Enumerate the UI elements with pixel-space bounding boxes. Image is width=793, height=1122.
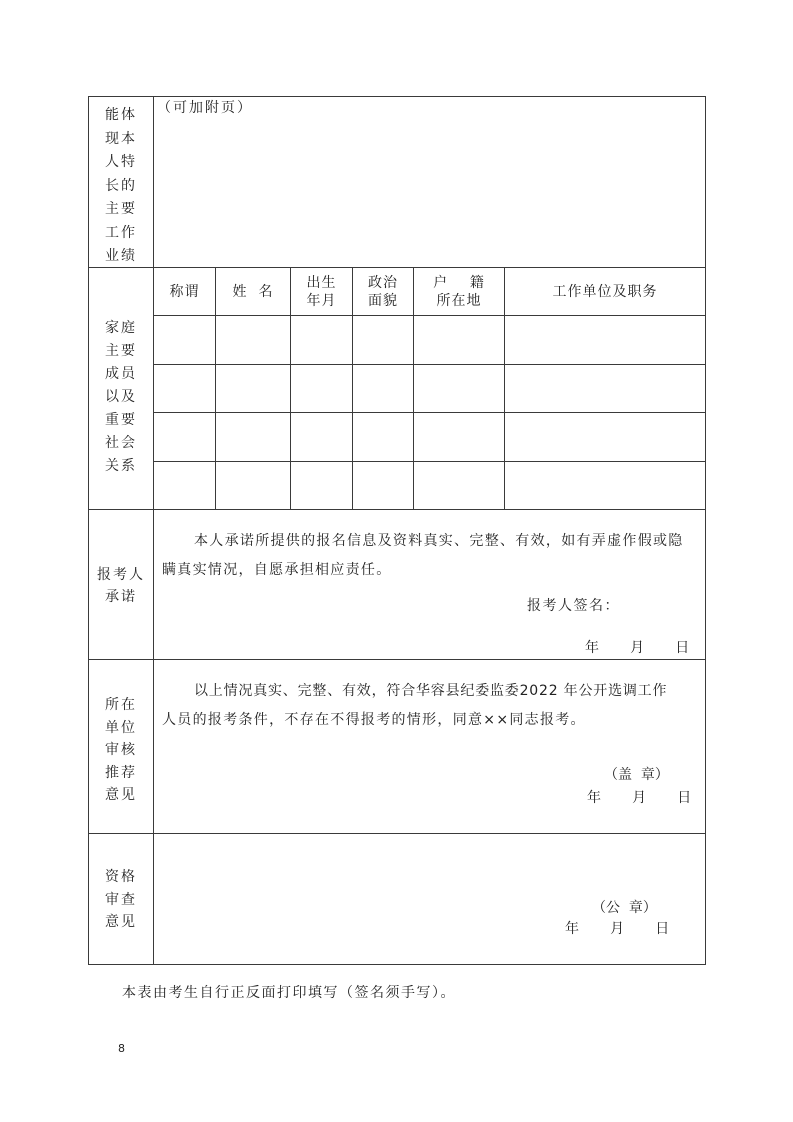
applicant-signature-label: 报考人签名：	[527, 598, 620, 614]
header-relation: 称谓	[169, 283, 200, 300]
family-member-row[interactable]	[154, 413, 705, 460]
achievements-input-area[interactable]	[154, 120, 705, 266]
unit-seal-label: （盖 章）	[604, 767, 669, 783]
promise-text: 本人承诺所提供的报名信息及资料真实、完整、有效，如有弄虚作假或隐 瞒真实情况，自愿承担相应责任。	[162, 533, 684, 578]
unit-review-date: 年 月 日	[587, 790, 692, 806]
promise-label: 报考人 承诺	[97, 567, 145, 605]
family-member-row[interactable]	[154, 316, 705, 363]
section-divider	[88, 659, 706, 660]
table-top-border	[88, 96, 706, 97]
promise-date: 年 月 日	[585, 640, 690, 656]
unit-review-label: 所在 单位 审核 推荐 意见	[105, 697, 137, 803]
qualification-label: 资格 审查 意见	[105, 869, 137, 930]
header-household-registration: 户 籍 所在地	[433, 274, 485, 309]
unit-review-text: 以上情况真实、完整、有效，符合华容县纪委监委2022 年公开选调工作 人员的报考条件，不存在不得报考的情形，同意××同志报考。	[162, 683, 668, 728]
family-member-row[interactable]	[154, 462, 705, 509]
table-right-border	[705, 96, 706, 965]
family-member-row[interactable]	[154, 365, 705, 412]
family-label: 家庭 主要 成员 以及 重要 社会 关系	[105, 320, 137, 474]
official-seal-label: （公 章）	[592, 900, 657, 916]
achievements-label: 能体 现本 人特 长的 主要 工作 业绩	[105, 107, 137, 264]
header-name: 姓 名	[232, 283, 274, 300]
header-political-status: 政治 面貌	[368, 274, 398, 309]
qualification-date: 年 月 日	[565, 921, 670, 937]
footer-note: 本表由考生自行正反面打印填写（签名须手写）。	[122, 985, 456, 1001]
qualification-input-area[interactable]	[154, 834, 705, 894]
header-birth: 出生 年月	[306, 274, 337, 309]
table-bottom-border	[88, 964, 706, 965]
page-number: 8	[118, 1042, 125, 1055]
header-workplace-position: 工作单位及职务	[552, 283, 658, 300]
attachment-note: （可加附页）	[157, 100, 253, 116]
section-divider	[88, 509, 706, 510]
